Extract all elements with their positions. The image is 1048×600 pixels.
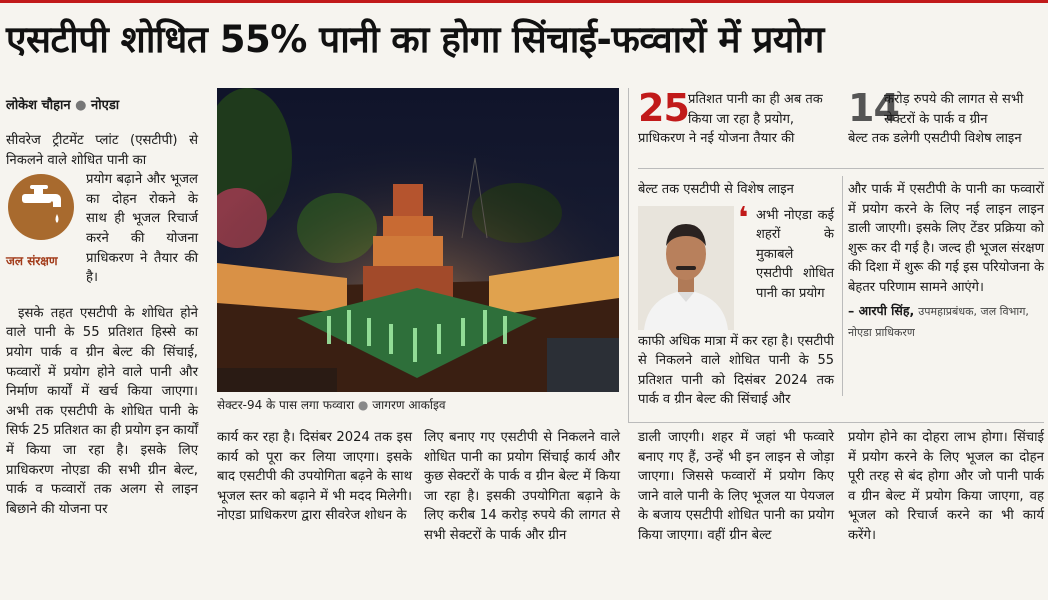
intro-paragraph-top: सीवरेज ट्रीटमेंट प्लांट (एसटीपी) से निकलने वाले शोधित पानी का [6, 133, 198, 168]
water-conservation-box [6, 170, 80, 270]
headline: एसटीपी शोधित 55% पानी का होगा सिंचाई-फव्वारों में प्रयोग [6, 18, 824, 61]
section-divider [628, 422, 1044, 423]
stat-divider [638, 168, 1044, 169]
article-column-7 [848, 428, 1044, 546]
column-4-lead: बेल्ट तक एसटीपी से विशेष लाइन [638, 182, 794, 197]
byline-separator: ● [75, 98, 87, 113]
article-column-5 [848, 180, 1044, 342]
quote-text [738, 200, 834, 304]
signature [848, 301, 1044, 342]
article-column-1 [6, 131, 198, 519]
byline-author: लोकेश चौहान [6, 98, 71, 113]
article-column-6 [638, 428, 834, 546]
column-divider [842, 176, 843, 396]
portrait-photo [638, 206, 734, 330]
top-rule [0, 0, 1048, 3]
byline-place: नोएडा [91, 98, 120, 113]
column-2-text: कार्य कर रहा है। दिसंबर 2024 तक इस कार्य को पूरा कर लिया जाएगा। इसके बाद एसटीपी की उपयोगिता बढ़ने के साथ भूजल स्तर को बढ़ाने में भी मदद मिलेगी। नोएडा प्राधिकरण द्वारा सीवरेज शोधन के [217, 430, 412, 524]
column-4-text: काफी अधिक मात्रा में कर रहा है। एसटीपी से निकलने वाले शोधित पानी के 55 प्रतिशत पानी को दिसंबर 2024 तक पार्क व ग्रीन बेल्ट की सिंचाई और [638, 333, 834, 407]
stat-number: 25 [638, 86, 689, 130]
tap-icon [8, 174, 74, 240]
stat-text-2: बेल्ट तक डलेगी एसटीपी विशेष लाइन [848, 131, 1022, 146]
quote-block [638, 200, 834, 330]
stat-text-2: प्राधिकरण ने नई योजना तैयार की [638, 131, 795, 146]
column-5-text: और पार्क में एसटीपी के पानी का फव्वारों में प्रयोग करने के लिए नई लाइन लाइन डाली जाएगी। इसके लिए टेंडर प्रक्रिया को शुरू कर दी गई है। जल्द ही भूजल संरक्षण की दिशा में शुरू की गई इस परियोजना के बेहतर परिणाम सामने आएंगे। [848, 182, 1044, 295]
water-conservation-label: जल संरक्षण [6, 254, 58, 269]
caption-separator: ● [357, 398, 369, 412]
caption-text: सेक्टर-94 के पास लगा फव्वारा [217, 398, 355, 412]
fountain-photo [217, 88, 619, 392]
body-paragraph: इसके तहत एसटीपी के शोधित होने वाले पानी के 55 प्रतिशत हिस्से का प्रयोग पार्क व ग्रीन बेल्ट की सिंचाई, फव्वारों में प्रयोग होने वाले पानी और निर्माण कार्यों में खर्च किया जाएगा। अभी तक एसटीपी के शोधित पानी के सिर्फ 25 प्रतिशत का ही प्रयोग इन कार्यों में किया जा रहा है। इसके लिए प्राधिकरण नोएडा की सभी ग्रीन बेल्ट, पार्क व फव्वारों तक अलग से लाइन बिछाने की योजना पर [6, 305, 198, 517]
signature-name: – आरपी सिंह, [848, 303, 915, 318]
quote-body: अभी नोएडा कई शहरों के मुकाबले एसटीपी शोधित पानी का प्रयोग [756, 207, 834, 301]
intro-wrap [6, 170, 198, 288]
quote-mark: ❛ [738, 200, 749, 236]
column-6-text: डाली जाएगी। शहर में जहां भी फव्वारे बनाए गए हैं, उन्हें भी इन लाइन से जोड़ा जाएगा। जिससे फव्वारों में प्रयोग किए जाने वाले पानी के लिए भूजल या पेयजल के बजाय एसटीपी शोधित पानी का प्रयोग किया जाएगा। वहीं ग्रीन बेल्ट [638, 430, 834, 543]
column-3-text: लिए बनाए गए एसटीपी से निकलने वाले शोधित पानी का प्रयोग सिंचाई कार्य और कुछ सेक्टरों के पार्क व ग्रीन बेल्ट में किया जा रहा है। इसकी उपयोगिता बढ़ाने के लिए करीब 14 करोड़ रुपये की लागत से सभी सेक्टरों के पार्क और ग्रीन [424, 430, 620, 543]
stat-text: प्रतिशत पानी का ही अब तक किया जा रहा है प्रयोग, [688, 92, 823, 127]
byline [6, 95, 119, 113]
stat-number: 14 [848, 86, 899, 130]
stat-text: करोड़ रुपये की लागत से सभी सेक्टरों के पार्क व ग्रीन [884, 92, 1024, 127]
article-column-2 [217, 428, 412, 526]
column-7-text: प्रयोग होने का दोहरा लाभ होगा। सिंचाई में प्रयोग करने के लिए भूजल का दोहन पूरी तरह से बंद होगा और जो पानी पार्क व ग्रीन बेल्ट में प्रयोग किया जाएगा, वह भूजल को रिचार्ज करने का भी कार्य करेंगे। [848, 430, 1044, 543]
signature-org: नोएडा प्राधिकरण [848, 325, 915, 339]
photo-caption [217, 396, 619, 413]
signature-role: उपमहाप्रबंधक, जल विभाग, [918, 305, 1029, 318]
intro-paragraph-wrap: प्रयोग बढ़ाने और भूजल का दोहन रोकने के साथ ही भूजल रिचार्ज करने की योजना प्राधिकरण ने तैयार की है। [86, 172, 198, 286]
article-column-3 [424, 428, 620, 546]
article-column-4 [638, 180, 834, 410]
caption-credit: जागरण आर्काइव [372, 398, 446, 412]
column-divider [628, 88, 629, 423]
